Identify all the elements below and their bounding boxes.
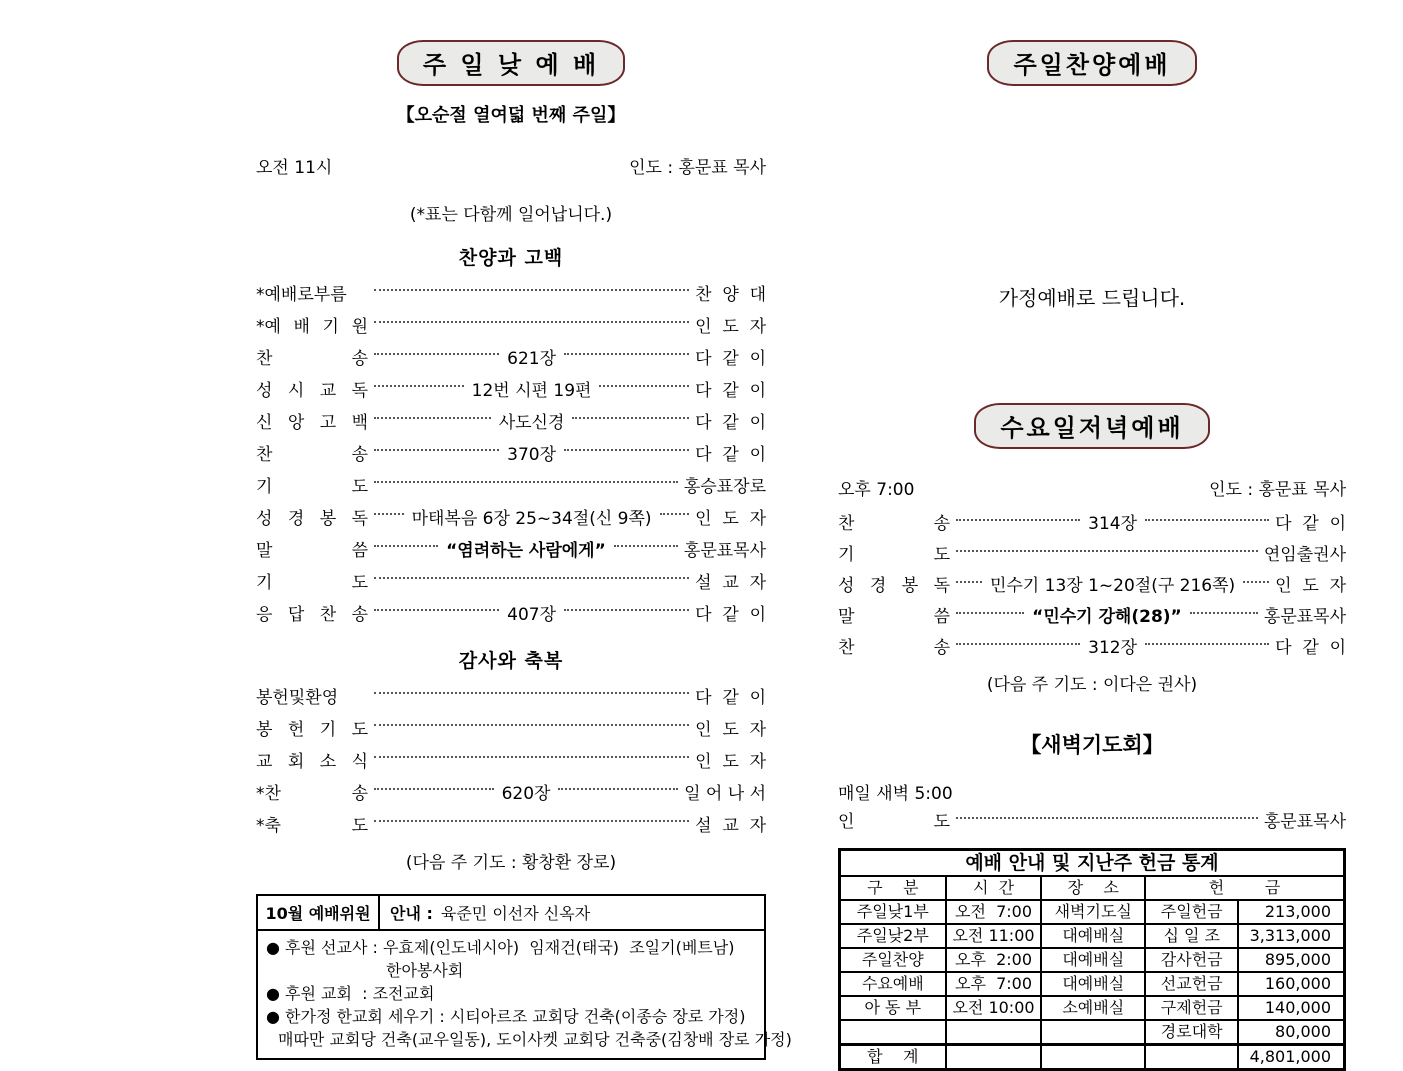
dot-leader <box>374 417 491 419</box>
liturgy-item-label: 봉헌및환영 <box>256 687 339 708</box>
liturgy-item-label: 성 경 봉 독 <box>838 576 950 596</box>
liturgy-item-label: 성 경 봉 독 <box>256 508 368 529</box>
sunday-praise-service-title: 주일찬양예배 <box>987 40 1196 86</box>
liturgy-item-label: 기 도 <box>256 476 368 497</box>
liturgy-item-label: *예 배 기 원 <box>256 316 368 337</box>
dot-leader <box>374 513 404 515</box>
guide-label: 안내 : <box>390 904 433 923</box>
liturgy-row <box>256 436 766 468</box>
cell-place: 대예배실 <box>1041 924 1145 948</box>
liturgy-item-label: 봉 헌 기 도 <box>256 719 368 740</box>
liturgy-item-label: 찬 송 <box>256 444 368 465</box>
col-header-category: 구 분 <box>840 876 946 900</box>
liturgy-row <box>256 775 766 807</box>
liturgy-item-label: 말 씀 <box>256 540 368 561</box>
liturgy-list-2 <box>256 679 766 839</box>
liturgy-item-value: 설 교 자 <box>695 572 766 593</box>
cell-offering-name: 선교헌금 <box>1145 972 1238 996</box>
liturgy-row <box>256 743 766 775</box>
liturgy-item-label: 인 도 <box>838 812 950 832</box>
service-time: 오전 11시 <box>256 158 333 178</box>
left-column <box>256 0 792 1060</box>
liturgy-item-value: 다 같 이 <box>695 412 766 433</box>
cell-place: 소예배실 <box>1041 996 1145 1020</box>
sermon-title: “염려하는 사람에게” <box>446 540 606 561</box>
cell-category <box>840 1020 946 1045</box>
service-leader: 인도 : 홍문표 목사 <box>629 158 766 178</box>
dot-leader <box>599 385 689 387</box>
cell-offering-name: 주일헌금 <box>1145 900 1238 924</box>
wednesday-evening-service-title: 수요일저녁예배 <box>974 403 1209 449</box>
liturgy-row <box>256 468 766 500</box>
cell-category: 주일낮1부 <box>840 900 946 924</box>
cell-offering-name: 감사헌금 <box>1145 948 1238 972</box>
liturgy-row <box>256 308 766 340</box>
dot-leader <box>572 417 689 419</box>
dot-leader <box>374 609 499 611</box>
dot-leader <box>374 481 678 483</box>
liturgy-row <box>256 500 766 532</box>
liturgy-item-detail: 370장 <box>507 444 556 465</box>
cell-place: 새벽기도실 <box>1041 900 1145 924</box>
liturgy-row-sermon <box>256 532 766 564</box>
empty-cell <box>1145 1045 1238 1070</box>
table-row <box>840 972 1345 996</box>
sunday-day-service-title: 주 일 낮 예 배 <box>397 40 625 86</box>
committee-body <box>258 931 792 1058</box>
empty-cell <box>1041 1045 1145 1070</box>
liturgy-item-label: 신 앙 고 백 <box>256 412 368 433</box>
dot-leader <box>374 289 689 291</box>
liturgy-row <box>256 596 766 628</box>
pentecost-subtitle: 【오순절 열여덟 번째 주일】 <box>396 105 626 126</box>
sunday-praise-service-header <box>838 40 1346 86</box>
liturgy-item-value: 다 같 이 <box>695 348 767 369</box>
cell-time: 오전 11:00 <box>946 924 1042 948</box>
liturgy-item-value: 다 같 이 <box>1275 514 1347 534</box>
wednesday-evening-service-header <box>838 403 1346 449</box>
cell-amount: 140,000 <box>1238 996 1344 1020</box>
committee-month-label: 10월 예배위원 <box>258 896 380 929</box>
dot-leader <box>564 449 689 451</box>
table-row <box>840 900 1345 924</box>
dot-leader <box>374 820 689 822</box>
liturgy-item-label: 기 도 <box>838 545 950 565</box>
liturgy-item-value: 인 도 자 <box>695 508 767 529</box>
liturgy-item-value: 다 같 이 <box>695 444 767 465</box>
dot-leader <box>956 581 982 583</box>
liturgy-row <box>838 568 1346 599</box>
dot-leader <box>374 692 689 694</box>
liturgy-item-label: 교 회 소 식 <box>256 751 368 772</box>
liturgy-item-label: 찬 송 <box>838 638 950 658</box>
cell-time: 오후 7:00 <box>946 972 1042 996</box>
dot-leader <box>1145 519 1269 521</box>
liturgy-item-value: 연임출권사 <box>1263 545 1346 565</box>
dot-leader <box>374 724 689 726</box>
liturgy-item-detail: 407장 <box>507 604 556 625</box>
liturgy-row-sermon <box>838 599 1346 630</box>
dot-leader <box>374 577 689 579</box>
liturgy-item-label: *찬 송 <box>256 783 368 804</box>
liturgy-item-label: 성 시 교 독 <box>256 380 368 401</box>
dot-leader <box>614 545 678 547</box>
dot-leader <box>956 550 1258 552</box>
wednesday-meta-row <box>838 475 1346 500</box>
liturgy-item-value: 찬 양 대 <box>695 284 766 305</box>
right-column <box>838 0 1346 1071</box>
liturgy-row <box>256 340 766 372</box>
liturgy-item-detail: 12번 시편 19편 <box>471 380 592 401</box>
wednesday-leader: 인도 : 홍문표 목사 <box>1209 480 1346 500</box>
liturgy-item-detail: 사도신경 <box>498 412 565 433</box>
support-missionary-line2: 한아봉사회 <box>386 961 464 980</box>
committee-guide-cell <box>380 896 764 929</box>
liturgy-item-value: 다 같 이 <box>695 604 767 625</box>
cell-place <box>1041 1020 1145 1045</box>
liturgy-item-detail: 마태복음 6장 25~34절(신 9쪽) <box>411 508 652 529</box>
section-heading-praise-confession: 찬양과 고백 <box>458 247 564 269</box>
liturgy-row <box>256 679 766 711</box>
liturgy-item-value: 홍승표장로 <box>683 476 766 497</box>
stats-title-row <box>840 850 1345 877</box>
table-row <box>840 996 1345 1020</box>
dot-leader <box>374 788 494 790</box>
cell-time: 오전 7:00 <box>946 900 1042 924</box>
cell-amount: 213,000 <box>1238 900 1344 924</box>
home-worship-note: 가정예배로 드립니다. <box>998 286 1186 310</box>
liturgy-row <box>838 804 1346 835</box>
liturgy-item-label: 말 씀 <box>838 607 950 627</box>
liturgy-item-detail: 620장 <box>501 783 551 804</box>
liturgy-item-label: 기 도 <box>256 572 368 593</box>
dawn-prayer-heading: 【새벽기도회】 <box>1020 733 1164 757</box>
dot-leader <box>564 609 689 611</box>
dot-leader <box>374 321 689 323</box>
dawn-prayer-time: 매일 새벽 5:00 <box>838 784 953 804</box>
liturgy-item-label: 찬 송 <box>256 348 368 369</box>
dot-leader <box>956 519 1080 521</box>
liturgy-row <box>256 711 766 743</box>
dot-leader <box>1145 643 1269 645</box>
cell-place: 대예배실 <box>1041 948 1145 972</box>
support-church-line: ● 후원 교회 : 조전교회 <box>266 984 435 1003</box>
wednesday-liturgy-list <box>838 506 1346 661</box>
stats-header-row <box>840 876 1345 900</box>
cell-time <box>946 1020 1042 1045</box>
dot-leader <box>1243 581 1269 583</box>
cell-offering-name: 경로대학 <box>1145 1020 1238 1045</box>
liturgy-item-value: 홍문표목사 <box>683 540 767 561</box>
total-label: 합 계 <box>840 1045 946 1070</box>
next-week-prayer-note: (다음 주 기도 : 이다은 권사) <box>986 675 1198 695</box>
liturgy-item-value: 다 같 이 <box>1275 638 1347 658</box>
dot-leader <box>374 449 499 451</box>
cell-category: 아 동 부 <box>840 996 946 1020</box>
dot-leader <box>558 788 678 790</box>
liturgy-row <box>838 537 1346 568</box>
dot-leader <box>374 545 438 547</box>
col-header-place: 장 소 <box>1041 876 1145 900</box>
col-header-time: 시 간 <box>946 876 1042 900</box>
liturgy-list-1 <box>256 276 766 628</box>
dot-leader <box>956 817 1258 819</box>
section-heading-thanks-blessing: 감사와 축복 <box>458 650 564 672</box>
liturgy-item-value: 인 도 자 <box>695 719 766 740</box>
liturgy-row <box>256 807 766 839</box>
cell-amount: 895,000 <box>1238 948 1344 972</box>
liturgy-row <box>256 564 766 596</box>
liturgy-row <box>256 372 766 404</box>
sunday-day-service-header <box>256 40 766 86</box>
cell-time: 오후 2:00 <box>946 948 1042 972</box>
total-amount: 4,801,000 <box>1238 1045 1344 1070</box>
liturgy-item-label: 찬 송 <box>838 514 950 534</box>
cell-offering-name: 구제헌금 <box>1145 996 1238 1020</box>
cell-amount: 3,313,000 <box>1238 924 1344 948</box>
table-row <box>840 1020 1345 1045</box>
liturgy-item-label: *예배로부름 <box>256 284 347 305</box>
table-row <box>840 948 1345 972</box>
dot-leader <box>660 513 690 515</box>
col-header-offering: 헌 금 <box>1145 876 1345 900</box>
liturgy-row <box>838 506 1346 537</box>
sermon-title: “민수기 강해(28)” <box>1032 607 1182 627</box>
cell-amount: 160,000 <box>1238 972 1344 996</box>
liturgy-item-value: 인 도 자 <box>1275 576 1346 596</box>
liturgy-item-detail: 621장 <box>507 348 556 369</box>
cell-category: 수요예배 <box>840 972 946 996</box>
stats-total-row <box>840 1045 1345 1070</box>
cell-category: 주일낮2부 <box>840 924 946 948</box>
dot-leader <box>374 756 689 758</box>
cell-time: 오전 10:00 <box>946 996 1042 1020</box>
next-week-prayer-note: (다음 주 기도 : 황창환 장로) <box>405 853 617 873</box>
liturgy-item-value: 다 같 이 <box>695 380 766 401</box>
liturgy-row <box>256 404 766 436</box>
dot-leader <box>956 612 1024 614</box>
offering-stats-table <box>838 848 1346 1071</box>
cell-category: 주일찬양 <box>840 948 946 972</box>
church-planting-line: ● 한가정 한교회 세우기 : 시티아르조 교회당 건축(이종승 장로 가정) <box>266 1007 746 1026</box>
dot-leader <box>374 385 464 387</box>
liturgy-item-label: 응 답 찬 송 <box>256 604 368 625</box>
support-missionary-line: ● 후원 선교사 : 우효제(인도네시아) 임재건(태국) 조일기(베트남) <box>266 938 735 957</box>
liturgy-item-detail: 민수기 13장 1~20절(구 216쪽) <box>989 576 1236 596</box>
empty-cell <box>946 1045 1042 1070</box>
dot-leader <box>1190 612 1258 614</box>
cell-offering-name: 십 일 조 <box>1145 924 1238 948</box>
cell-amount: 80,000 <box>1238 1020 1344 1045</box>
church-planting-line2: 매따만 교회당 건축(교우일동), 도이사켓 교회당 건축중(김창배 장로 가정) <box>278 1030 792 1049</box>
liturgy-row <box>256 276 766 308</box>
dot-leader <box>956 643 1080 645</box>
stats-title: 예배 안내 및 지난주 헌금 통계 <box>840 850 1345 877</box>
dot-leader <box>374 353 499 355</box>
liturgy-item-value: 홍문표목사 <box>1263 812 1346 832</box>
liturgy-item-value: 홍문표목사 <box>1263 607 1347 627</box>
liturgy-item-detail: 312장 <box>1088 638 1137 658</box>
cell-place: 대예배실 <box>1041 972 1145 996</box>
liturgy-item-detail: 314장 <box>1088 514 1137 534</box>
table-row <box>840 924 1345 948</box>
service-meta-row <box>256 153 766 178</box>
guide-names: 육준민 이선자 신옥자 <box>440 904 591 923</box>
liturgy-item-value: 인 도 자 <box>695 316 766 337</box>
liturgy-item-value: 인 도 자 <box>695 751 766 772</box>
liturgy-item-value: 설 교 자 <box>695 815 766 836</box>
stand-note: (*표는 다함께 일어납니다.) <box>409 205 613 225</box>
wednesday-time: 오후 7:00 <box>838 480 915 500</box>
worship-committee-box <box>256 894 792 1060</box>
liturgy-item-label: *축 도 <box>256 815 368 836</box>
committee-header-row <box>258 896 764 931</box>
liturgy-row <box>838 630 1346 661</box>
liturgy-item-value: 일 어 나 서 <box>684 783 766 804</box>
liturgy-item-value: 다 같 이 <box>695 687 766 708</box>
dot-leader <box>564 353 689 355</box>
